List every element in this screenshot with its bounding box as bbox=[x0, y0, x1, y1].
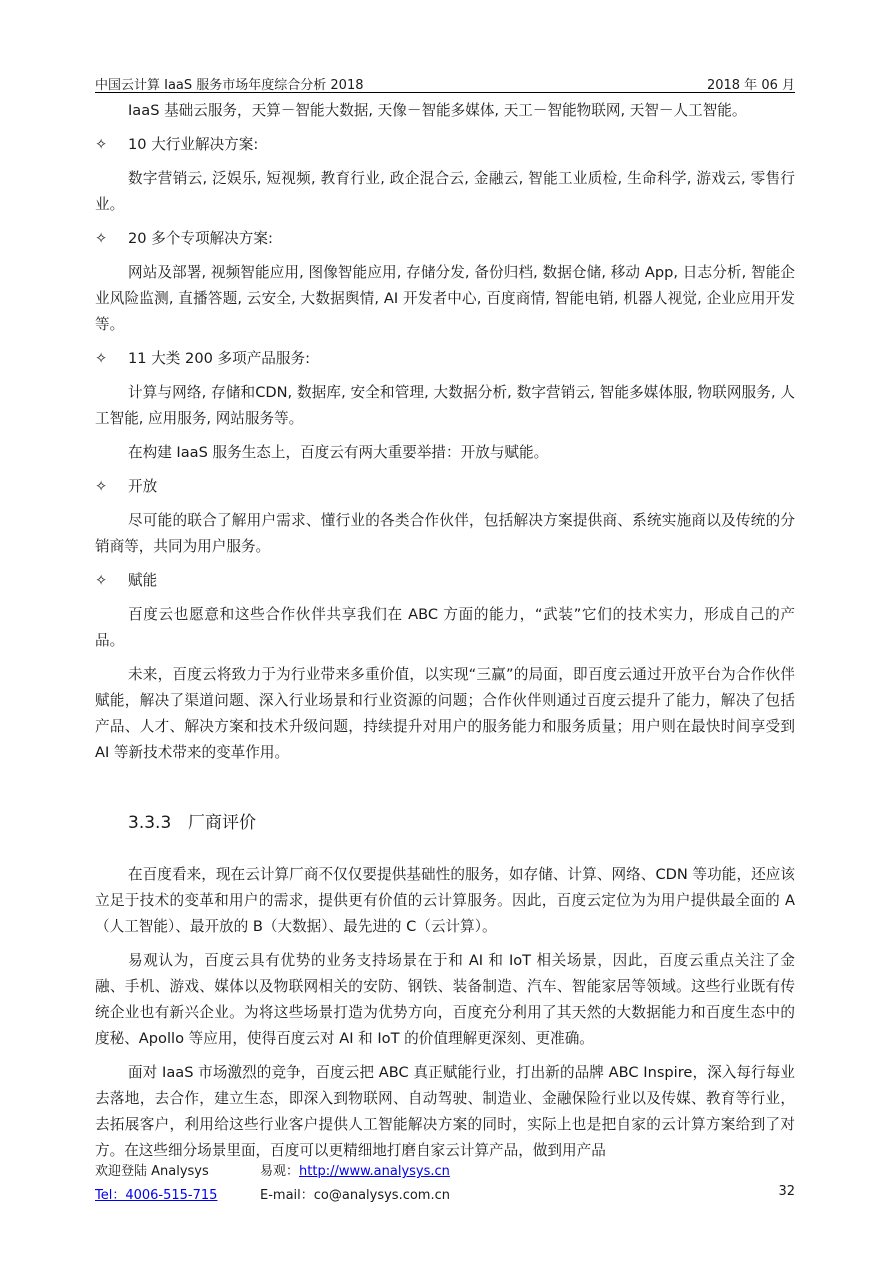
paragraph: 百度云也愿意和这些合作伙伴共享我们在 ABC 方面的能力，“武装”它们的技术实力，形成自己的产品。 bbox=[95, 606, 795, 649]
paragraph: 在百度看来，现在云计算厂商不仅仅要提供基础性的服务，如存储、计算、网络、CDN 等功能，还应该立足于技术的变革和用户的需求，提供更有价值的云计算服务。因此，百度云定位为为用户提供最全面的 A（人工智能）、最开放的 B（大数据）、最先进的 C（云计算）。 bbox=[95, 866, 795, 935]
diamond-bullet-icon: ✧ bbox=[95, 478, 108, 495]
paragraph: 计算与网络, 存储和CDN, 数据库, 安全和管理, 大数据分析, 数字营销云, 智能多媒体服, 物联网服务, 人工智能, 应用服务, 网站服务等。 bbox=[95, 384, 795, 427]
paragraph: 易观认为，百度云具有优势的业务支持场景在于和 AI 和 IoT 相关场景，因此，百度云重点关注了金融、手机、游戏、媒体以及物联网相关的安防、钢铁、装备制造、汽车、智能家居等领域。这些行业既有传统企业也有新兴企业。为将这些场景打造为优势方向，百度充分利用了其天然的大数据能力和百度生态中的度秘、Apollo 等应用，使得百度云对 AI 和 IoT 的价值理解更深刻、更准确。 bbox=[95, 952, 795, 1047]
paragraph: 未来，百度云将致力于为行业带来多重价值，以实现“三赢”的局面，即百度云通过开放平台为合作伙伴赋能，解决了渠道问题、深入行业场景和行业资源的问题；合作伙伴则通过百度云提升了能力，解决了包括产品、人才、解决方案和技术升级问题，持续提升对用户的服务能力和服务质量；用户则在最快时间享受到 AI 等新技术带来的变革作用。 bbox=[95, 666, 795, 761]
footer-yiguan bbox=[260, 1160, 450, 1179]
bullet-item-title: 赋能 bbox=[128, 572, 158, 589]
bullet-item bbox=[95, 226, 795, 252]
diamond-bullet-icon: ✧ bbox=[95, 572, 108, 589]
footer-yiguan-label: 易观： bbox=[260, 1164, 300, 1179]
paragraph: 在构建 IaaS 服务生态上，百度云有两大重要举措：开放与赋能。 bbox=[128, 444, 549, 461]
footer-tel-link[interactable]: Tel：4006-515-715 bbox=[95, 1188, 218, 1203]
footer-website-link[interactable]: http://www.analysys.cn bbox=[299, 1164, 450, 1179]
paragraph: 网站及部署, 视频智能应用, 图像智能应用, 存储分发, 备份归档, 数据仓储, 移动 App, 日志分析, 智能企业风险监测, 直播答题, 云安全, 大数据舆情, AI 开发者中心, 百度商情, 智能电销, 机器人视觉, 企业应用开发等。 bbox=[95, 264, 795, 333]
bullet-item-title: 11 大类 200 多项产品服务: bbox=[128, 350, 311, 367]
bullet-item-title: 10 大行业解决方案: bbox=[128, 136, 259, 153]
paragraph: IaaS 基础云服务，天算－智能大数据, 天像－智能多媒体, 天工－智能物联网, 天智－人工智能。 bbox=[128, 102, 747, 119]
paragraph: 面对 IaaS 市场激烈的竞争，百度云把 ABC 真正赋能行业，打出新的品牌 ABC Inspire，深入每行每业去落地，去合作，建立生态，即深入到物联网、自动驾驶、制造业、金融保险行业以及传媒、教育等行业，去拓展客户，利用给这些行业客户提供人工智能解决方案的同时，实际上也是把自家的云计算方案给到了对方。在这些细分场景里面，百度可以更精细地打磨自家云计算产品，做到用产品 bbox=[95, 1064, 795, 1159]
header-date: 2018 年 06 月 bbox=[706, 78, 795, 93]
bullet-item bbox=[95, 132, 795, 158]
document-body bbox=[95, 98, 795, 1172]
footer-welcome: 欢迎登陆 Analysys bbox=[95, 1164, 209, 1179]
bullet-item-title: 开放 bbox=[128, 478, 158, 495]
paragraph: 数字营销云, 泛娱乐, 短视频, 教育行业, 政企混合云, 金融云, 智能工业质检, 生命科学, 游戏云, 零售行业。 bbox=[95, 170, 795, 213]
page-header bbox=[95, 72, 795, 93]
diamond-bullet-icon: ✧ bbox=[95, 230, 108, 247]
section-heading bbox=[128, 808, 795, 838]
bullet-item bbox=[95, 474, 795, 500]
section-title: 厂商评价 bbox=[188, 813, 256, 833]
bullet-item bbox=[95, 346, 795, 372]
paragraph: 尽可能的联合了解用户需求、懂行业的各类合作伙伴，包括解决方案提供商、系统实施商以及传统的分销商等，共同为用户服务。 bbox=[95, 512, 795, 555]
bullet-item bbox=[95, 568, 795, 594]
section-number: 3.3.3 bbox=[128, 813, 172, 833]
diamond-bullet-icon: ✧ bbox=[95, 136, 108, 153]
bullet-item-title: 20 多个专项解决方案: bbox=[128, 230, 273, 247]
diamond-bullet-icon: ✧ bbox=[95, 350, 108, 367]
page-number: 32 bbox=[778, 1184, 795, 1199]
page-footer bbox=[95, 1160, 795, 1208]
header-title: 中国云计算 IaaS 服务市场年度综合分析 2018 bbox=[95, 78, 364, 93]
footer-email: E-mail：co@analysys.com.cn bbox=[260, 1188, 450, 1203]
